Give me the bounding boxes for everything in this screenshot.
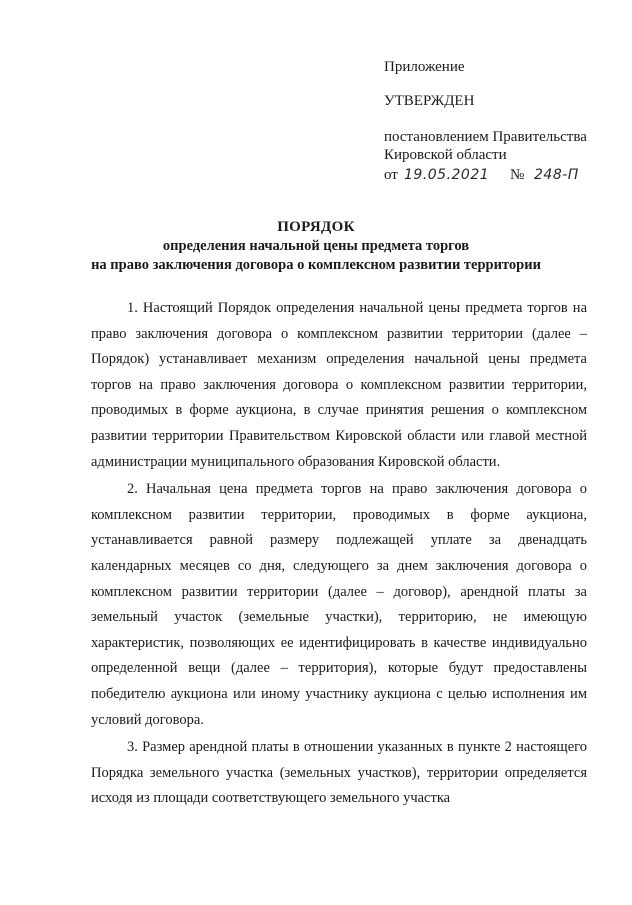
resolution-line-2: Кировской области [384, 147, 507, 163]
resolution-line-1: постановлением Правительства [384, 129, 587, 145]
handwritten-date: 19.05.2021 [404, 167, 490, 183]
paragraph-3: 3. Размер арендной платы в отношении указанных в пункте 2 настоящего Порядка земельного участка (земельных участков), территории определяется исходя из площади соответствующего земельного участка [91, 739, 587, 807]
title-line-3: на право заключения договора о комплексном развитии территории [91, 257, 541, 273]
resolution-date-number [384, 164, 604, 184]
title-line-1: ПОРЯДОК [277, 219, 355, 235]
annex-label: Приложение [384, 59, 465, 75]
paragraph-2: 2. Начальная цена предмета торгов на право заключения договора о комплексном развитии территории, проводимых в форме аукциона, устанавливается равной размеру подлежащей уплате за двенадцать календарных месяцев со дня, следующего за днем заключения договора о комплексном развитии территории (далее – договор), арендной платы за земельный участок (земельные участки), территорию, не имеющую характеристик, позволяющих ее идентифицировать в качестве индивидуально определенной вещи (далее – территория), которые будут предоставлены победителю аукциона или иному участнику аукциона с целью исполнения им условий договора. [91, 481, 587, 728]
number-label: № [510, 167, 525, 183]
title-line-2: определения начальной цены предмета торгов [162, 238, 470, 254]
approved-label: УТВЕРЖДЕН [384, 93, 475, 109]
document-title [60, 218, 572, 275]
from-label: от [384, 167, 398, 183]
document-body [91, 296, 587, 814]
approval-block [384, 58, 604, 184]
handwritten-number: 248-П [534, 167, 579, 183]
paragraph-1: 1. Настоящий Порядок определения начальной цены предмета торгов на право заключения договора о комплексном развитии территории (далее – Порядок) устанавливает механизм определения начальной цены предмета торгов на право заключения договора о комплексном развитии территории, проводимых в форме аукциона, в случае принятия решения о комплексном развитии территории Правительством Кировской области или главой местной администрации муниципального образования Кировской области. [91, 300, 587, 470]
